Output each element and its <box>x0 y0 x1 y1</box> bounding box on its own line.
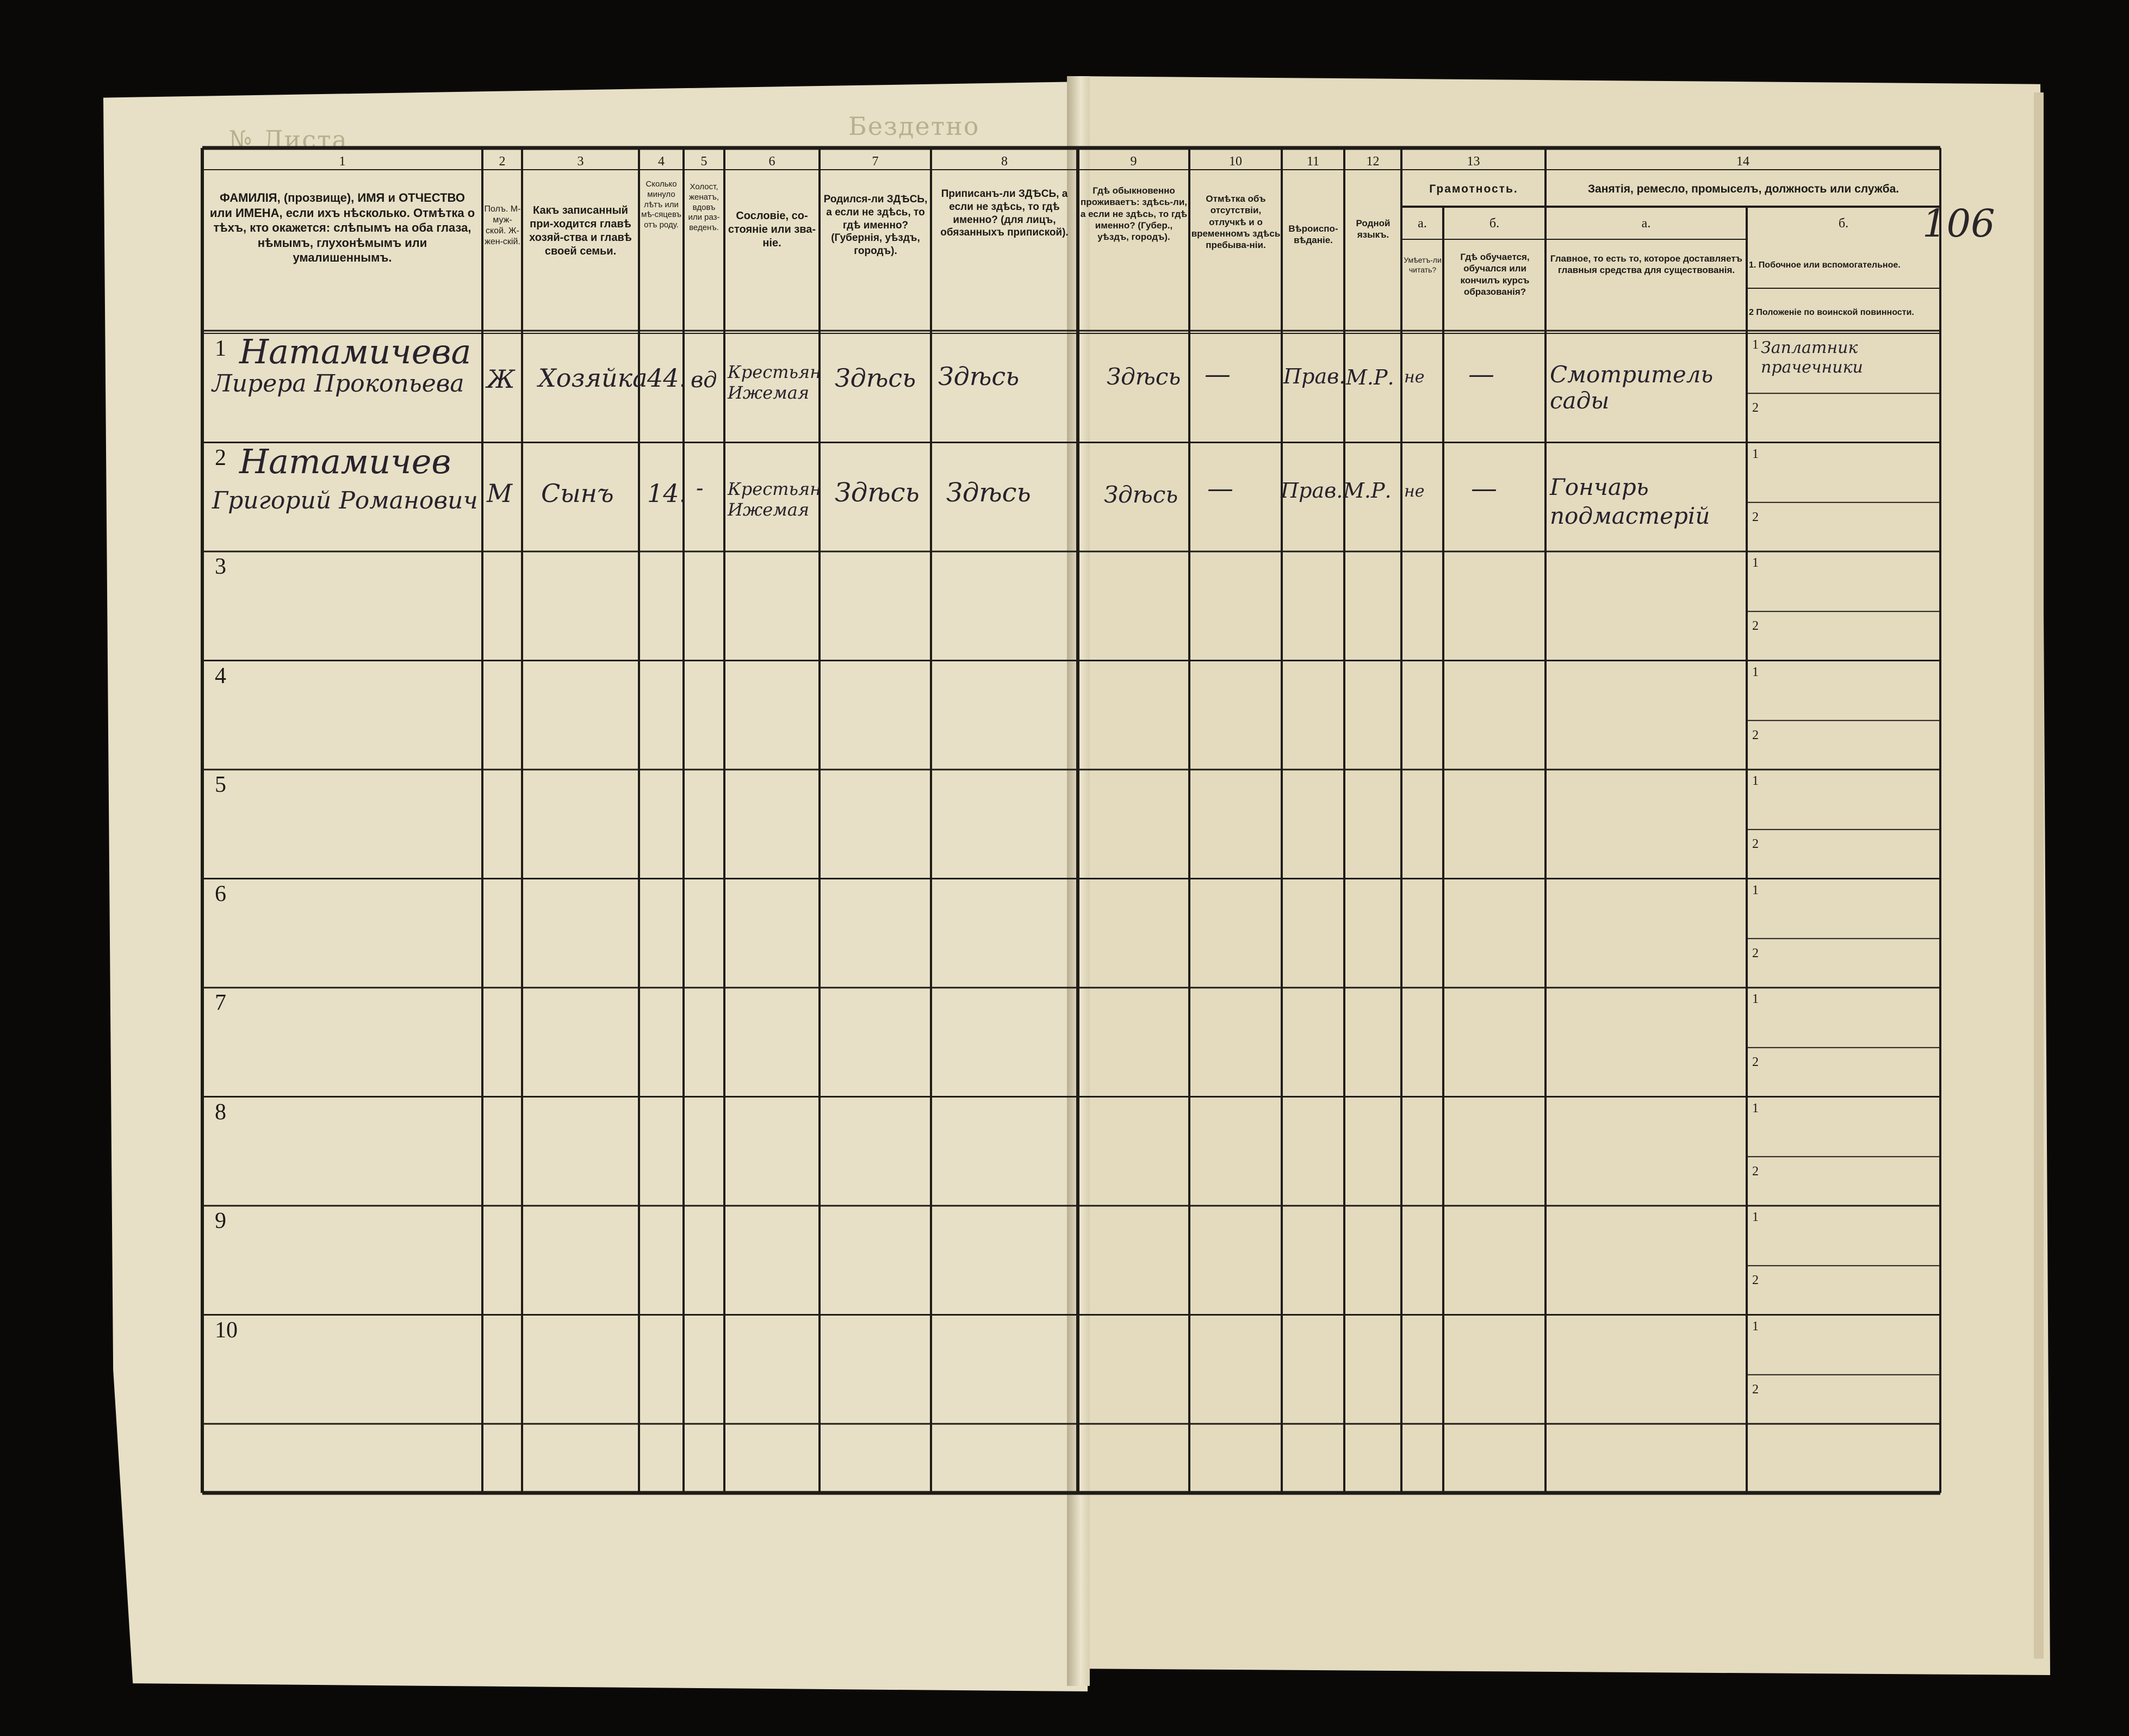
row1-education: — <box>1468 359 1494 389</box>
column-header-13: Грамотность. <box>1429 183 1518 195</box>
row-2-sub-2: 2 <box>1752 510 1759 524</box>
row1-language: М.Р. <box>1346 365 1394 389</box>
row-2-sub-1: 1 <box>1752 447 1759 461</box>
row2-marital: - <box>696 476 704 501</box>
folio-number: 106 <box>1922 201 1995 246</box>
row1-residence: Здѣсь <box>1107 363 1181 390</box>
column-number-8: 8 <box>1001 154 1008 169</box>
row-5-sub-1: 1 <box>1752 774 1759 788</box>
column-header-14b-1: 1. Побочное или вспомогательное. <box>1749 261 1901 270</box>
row-number-1: 1 <box>215 336 226 361</box>
column-13a-letter: а. <box>1418 216 1427 231</box>
column-header-12: Родной языкъ. <box>1356 218 1391 240</box>
row-number-4: 4 <box>215 663 226 689</box>
row-number-8: 8 <box>215 1099 226 1125</box>
column-number-6: 6 <box>768 154 775 169</box>
row2-literacy: не <box>1404 482 1425 501</box>
row2-relation: Сынъ <box>541 479 614 508</box>
row-number-9: 9 <box>215 1208 226 1233</box>
row-number-10: 10 <box>215 1317 238 1343</box>
row-8-sub-2: 2 <box>1752 1164 1759 1179</box>
row1-name: Лирера Прокопьева <box>212 370 464 398</box>
column-header-3: Какъ записанный при-ходится главѣ хозяй-ства и главѣ своей семьи. <box>529 204 632 257</box>
row1-marital: вд <box>691 368 717 393</box>
column-number-13: 13 <box>1467 154 1480 169</box>
row2-religion: Прав. <box>1281 479 1343 503</box>
row1-religion: Прав. <box>1283 364 1346 388</box>
column-number-10: 10 <box>1229 154 1242 169</box>
column-number-7: 7 <box>872 154 879 169</box>
column-header-6: Сословіе, со-стояніе или зва-ніе. <box>728 210 816 249</box>
column-number-2: 2 <box>499 154 506 169</box>
column-header-13b: Гдѣ обучается, обучался или кончилъ курсъ образованія? <box>1460 252 1530 297</box>
row-4-sub-1: 1 <box>1752 665 1759 679</box>
row-7-sub-2: 2 <box>1752 1055 1759 1070</box>
column-number-12: 12 <box>1366 154 1380 169</box>
row1-registered: Здѣсь <box>938 362 1020 391</box>
column-14b-letter: б. <box>1838 216 1849 231</box>
row2-sex: М <box>487 479 513 508</box>
column-header-5: Холост, женатъ, вдовъ или раз-веденъ. <box>688 182 720 232</box>
row2-born: Здѣсь <box>835 478 920 508</box>
row2-name: Григорий Романович <box>212 487 478 514</box>
column-header-2: Полъ. М-муж-ской. Ж-жен-скій. <box>484 204 521 246</box>
row-number-2: 2 <box>215 445 226 470</box>
row-1-sub-1: 1 <box>1752 338 1759 352</box>
row-8-sub-1: 1 <box>1752 1101 1759 1115</box>
row2-residence: Здѣсь <box>1104 481 1178 508</box>
column-number-11: 11 <box>1306 154 1320 169</box>
row1-absence: — <box>1205 359 1231 389</box>
row-9-sub-1: 1 <box>1752 1210 1759 1224</box>
column-header-13a: Умѣетъ-ли читать? <box>1404 256 1442 274</box>
row2-language: М.Р. <box>1343 479 1392 503</box>
row-3-sub-1: 1 <box>1752 556 1759 570</box>
row1-occupation: Смотритель сады <box>1550 361 1714 414</box>
faint-stamp-left: № Листа <box>228 125 348 154</box>
row-number-5: 5 <box>215 772 226 797</box>
row1-secondary: Заплатник прачечники <box>1761 338 1863 377</box>
row2-occupation: Гончарь подмастерій <box>1550 474 1710 529</box>
row2-absence: — <box>1207 473 1233 504</box>
row-3-sub-2: 2 <box>1752 619 1759 634</box>
row1-surname: Натамичева <box>239 332 471 371</box>
column-header-4: Сколько минуло лѣтъ или мѣ-сяцевъ отъ роду. <box>641 179 681 230</box>
column-header-8: Приписанъ-ли ЗДѢСЬ, а если не здѣсь, то гдѣ именно? (для лицъ, обязанныхъ припиской). <box>940 188 1069 239</box>
column-13b-letter: б. <box>1489 216 1500 231</box>
row1-age: 44. <box>647 363 687 393</box>
faint-stamp-right: Бездетно <box>848 111 980 141</box>
row-5-sub-2: 2 <box>1752 837 1759 852</box>
row-7-sub-1: 1 <box>1752 992 1759 1006</box>
row2-estate: Крестьян Ижемая <box>728 479 822 520</box>
row-1-sub-2: 2 <box>1752 401 1759 416</box>
row-10-sub-1: 1 <box>1752 1319 1759 1334</box>
row1-estate: Крестьян Ижемая <box>728 362 822 404</box>
column-header-14: Занятія, ремесло, промыселъ, должность или служба. <box>1587 183 1900 195</box>
row-6-sub-1: 1 <box>1752 883 1759 897</box>
column-header-7: Родился-ли ЗДѢСЬ, а если не здѣсь, то гдѣ именно? (Губернія, уѣздъ, городъ). <box>823 194 928 257</box>
column-header-10: Отмѣтка объ отсутствіи, отлучкѣ и о временномъ здѣсь пребыва-ніи. <box>1191 194 1281 250</box>
row-number-7: 7 <box>215 990 226 1015</box>
column-number-4: 4 <box>658 154 665 169</box>
column-number-5: 5 <box>700 154 707 169</box>
column-number-14: 14 <box>1736 154 1749 169</box>
row-4-sub-2: 2 <box>1752 728 1759 742</box>
row1-born: Здѣсь <box>835 363 916 393</box>
column-number-1: 1 <box>339 154 346 169</box>
row-10-sub-2: 2 <box>1752 1382 1759 1397</box>
row2-education: — <box>1471 473 1497 504</box>
column-14a-letter: а. <box>1641 216 1651 231</box>
row2-registered: Здѣсь <box>946 478 1031 508</box>
column-header-14a: Главное, то есть то, которое доставляетъ главныя средства для существованія. <box>1550 253 1743 276</box>
row-number-6: 6 <box>215 881 226 907</box>
row2-age: 14. <box>647 479 687 508</box>
row-number-3: 3 <box>215 554 226 579</box>
column-number-3: 3 <box>577 154 584 169</box>
row-9-sub-2: 2 <box>1752 1273 1759 1288</box>
column-number-9: 9 <box>1130 154 1137 169</box>
row-6-sub-2: 2 <box>1752 946 1759 960</box>
column-header-1: ФАМИЛІЯ, (прозвище), ИМЯ и ОТЧЕСТВО или ИМЕНА, если ихъ нѣсколько. Отмѣтка о тѣхъ, кто окажется: слѣпымъ на оба глаза, нѣмымъ, глухонѣмымъ или умалишеннымъ. <box>209 191 475 264</box>
row1-literacy: не <box>1404 368 1425 387</box>
row1-sex: Ж <box>487 364 515 394</box>
row2-surname: Натамичев <box>239 442 451 481</box>
column-header-9: Гдѣ обыкновенно проживаетъ: здѣсь-ли, а если не здѣсь, то гдѣ именно? (Губер., уѣздъ, городъ). <box>1080 185 1188 242</box>
column-header-14b-2: 2 Положеніе по воинской повинности. <box>1749 308 1914 317</box>
column-header-11: Вѣроиспо-вѣданіе. <box>1288 224 1338 246</box>
row1-relation: Хозяйка <box>538 363 648 393</box>
